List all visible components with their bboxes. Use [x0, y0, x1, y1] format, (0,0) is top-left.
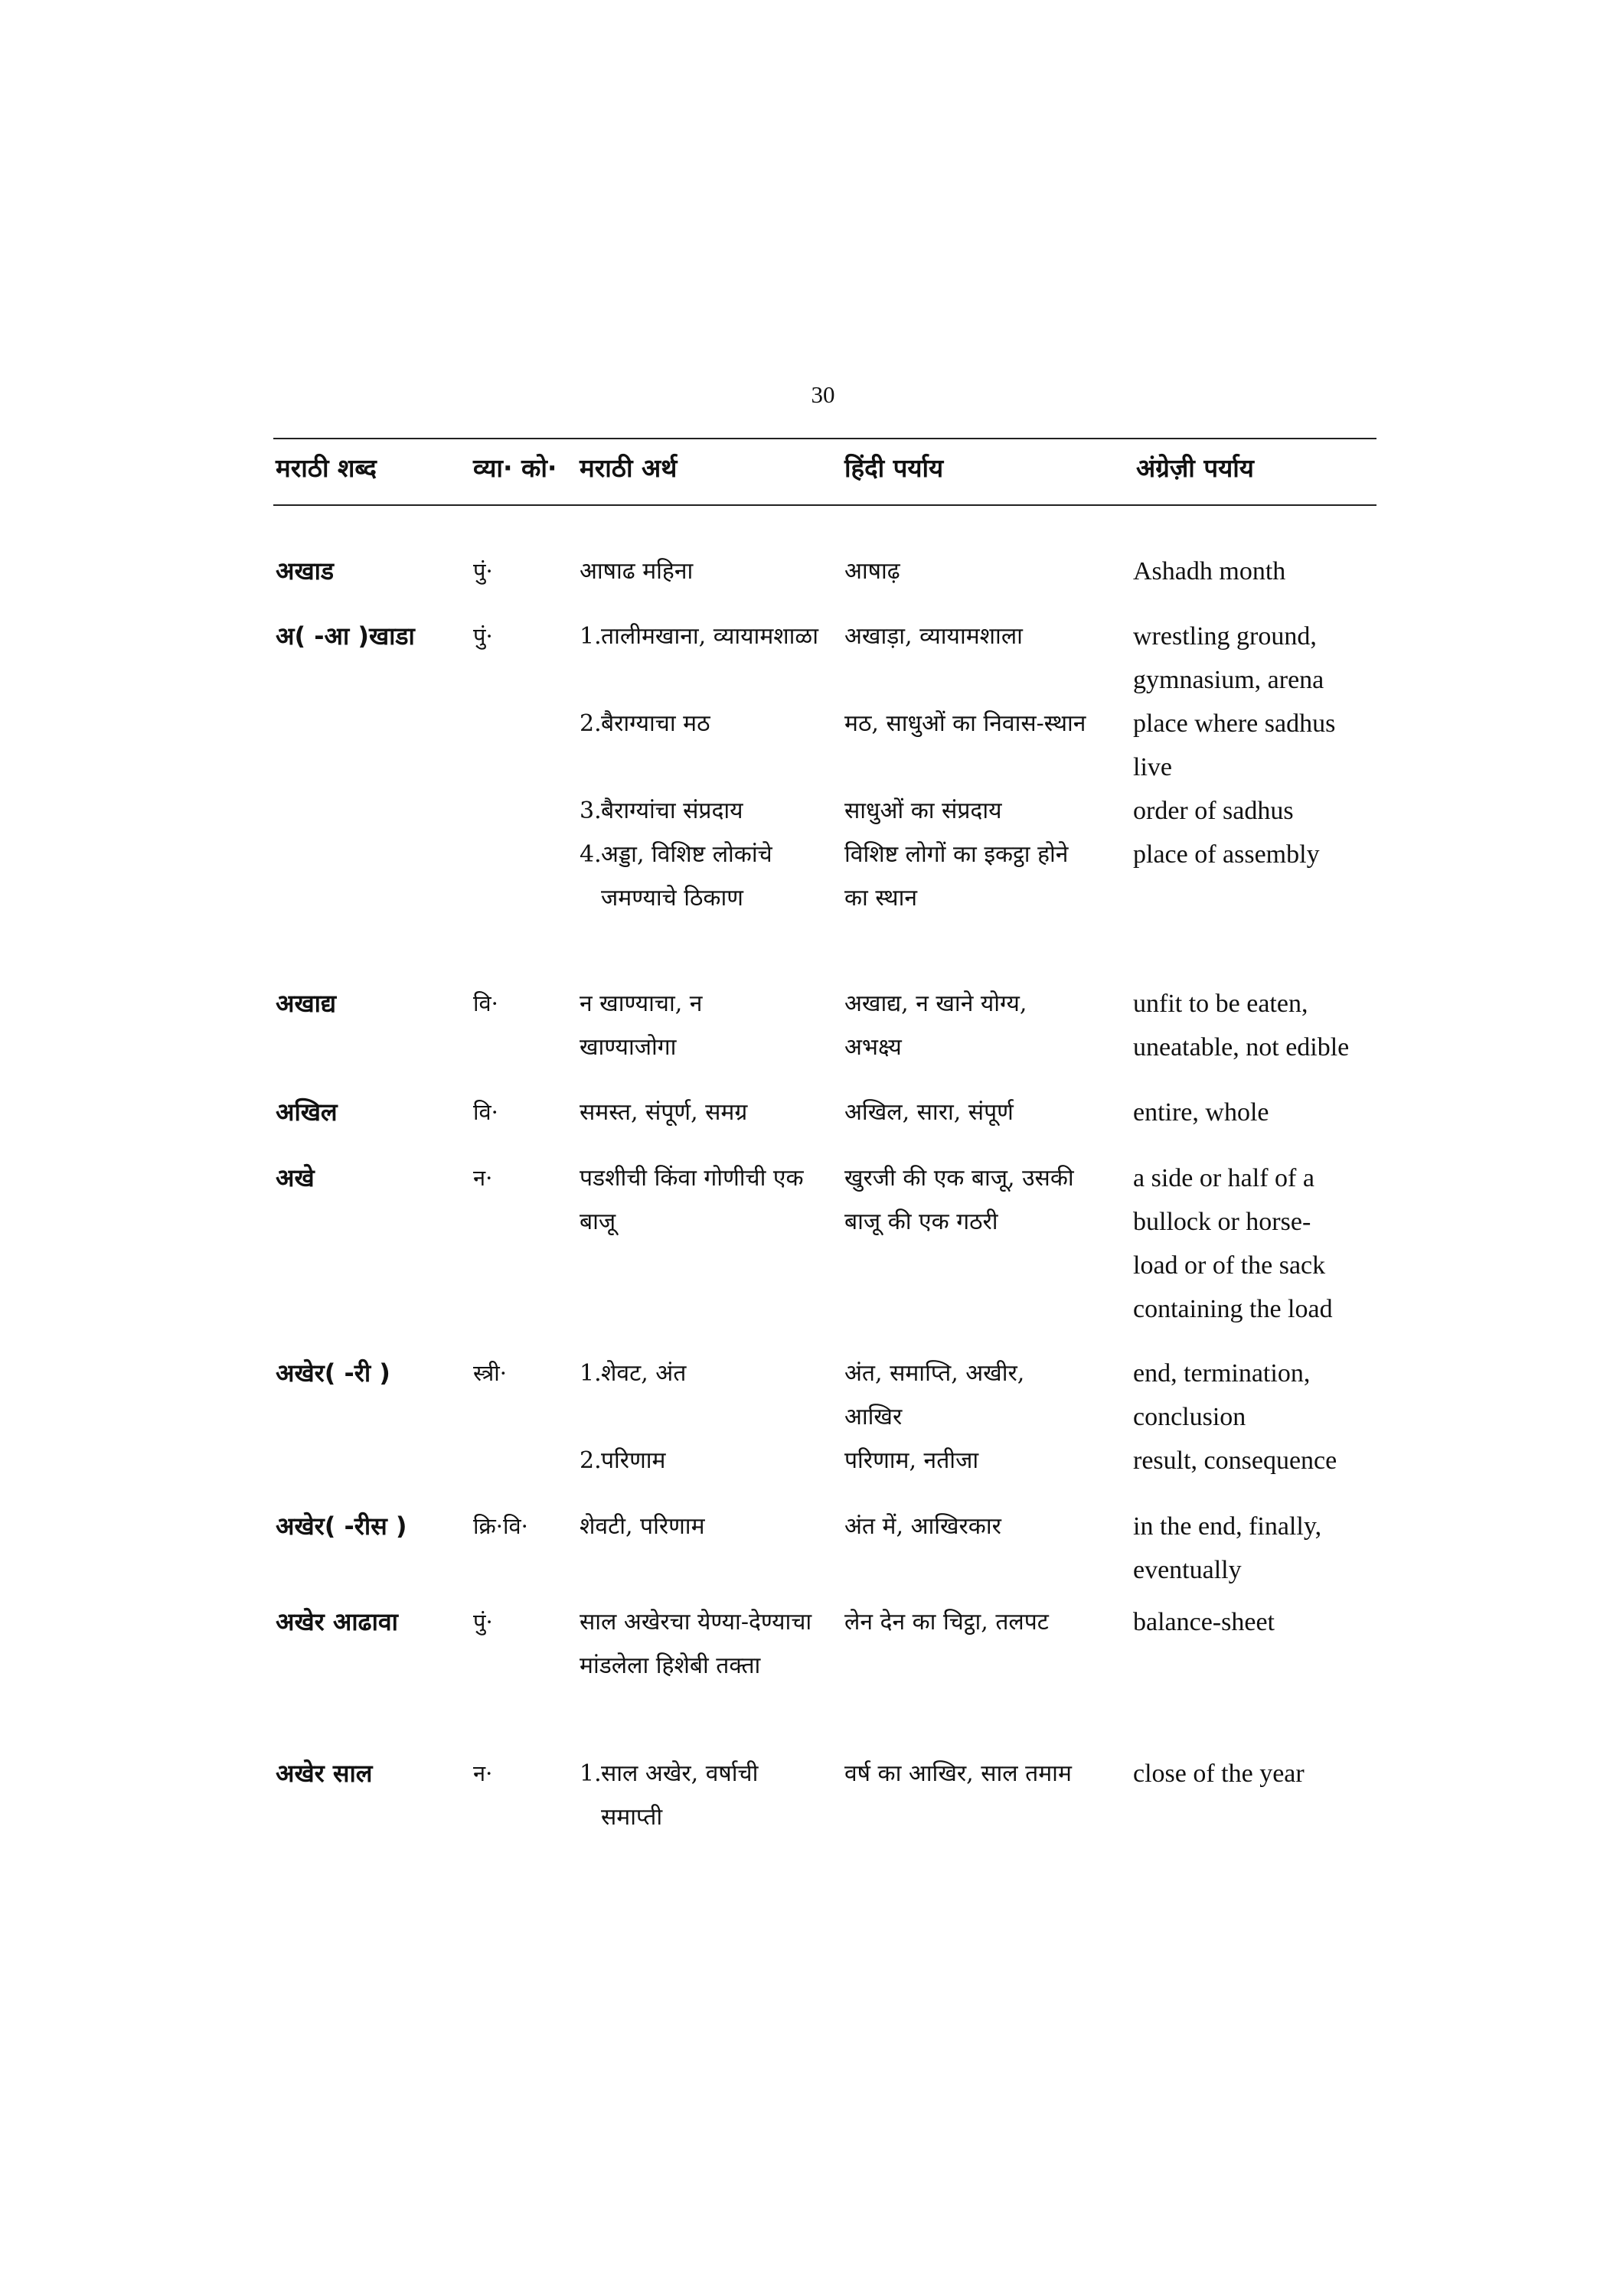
- entry-english-synonym: [1133, 615, 1378, 876]
- english-sense-text: entire, whole: [1133, 1098, 1269, 1127]
- marathi-sense: [580, 789, 832, 833]
- marathi-sense-text: पडशीची किंवा गोणीची एक बाजू: [580, 1165, 804, 1235]
- hindi-sense-text: अंत में, आखिरकार: [844, 1513, 1001, 1540]
- entry-marathi-meaning: [580, 1156, 809, 1244]
- sense-number: 1.: [580, 1360, 602, 1387]
- entry-word: अखेर( -री ): [276, 1358, 390, 1388]
- english-sense-text: in the end, finally, eventually: [1133, 1512, 1322, 1584]
- hindi-sense-text: अखाड़ा, व्यायामशाला: [844, 623, 1023, 650]
- marathi-sense-text: बैराग्यांचा संप्रदाय: [601, 797, 743, 824]
- entry-english-synonym: [1133, 1752, 1378, 1795]
- entry-hindi-synonym: [844, 615, 1120, 920]
- hindi-sense-text: मठ, साधुओं का निवास-स्थान: [844, 710, 1086, 737]
- entry-word: अखिल: [276, 1097, 338, 1127]
- hindi-sense-text: अखाद्य, न खाने योग्य, अभक्ष्य: [844, 990, 1027, 1061]
- entry-marathi-meaning: [580, 1600, 828, 1688]
- marathi-sense: [580, 833, 832, 920]
- header-marathi-meaning: मराठी अर्थ: [580, 453, 678, 483]
- marathi-sense: [580, 702, 832, 789]
- entry-hindi-synonym: [844, 550, 1120, 593]
- header-marathi-word: मराठी शब्द: [276, 453, 377, 483]
- entry-english-synonym: [1133, 982, 1378, 1069]
- marathi-sense-text: समस्त, संपूर्ण, समग्र: [580, 1099, 748, 1126]
- english-sense-text: unfit to be eaten, uneatable, not edible: [1133, 990, 1350, 1062]
- marathi-sense: [580, 1352, 832, 1439]
- entry-marathi-meaning: [580, 1352, 832, 1482]
- sense-number: 4.: [580, 841, 602, 868]
- marathi-sense-text: शेवट, अंत: [601, 1360, 687, 1387]
- entry-marathi-meaning: [580, 982, 771, 1069]
- english-sense-text: end, termination, conclusion: [1133, 1359, 1311, 1431]
- entry-word: अखेर( -रीस ): [276, 1512, 407, 1541]
- marathi-sense-text: परिणाम: [601, 1447, 666, 1474]
- entry-grammar: वि·: [473, 990, 498, 1016]
- entry-grammar: न·: [473, 1165, 493, 1191]
- hindi-sense-text: विशिष्ट लोगों का इकट्ठा होने का स्थान: [844, 841, 1069, 912]
- header-bottom-rule: [273, 504, 1376, 506]
- sense-number: 1.: [580, 623, 602, 650]
- marathi-sense: [580, 1439, 832, 1482]
- marathi-sense-text: न खाण्याचा, न खाण्याजोगा: [580, 990, 703, 1061]
- hindi-sense-text: साधुओं का संप्रदाय: [844, 797, 1002, 824]
- entry-english-synonym: [1133, 1505, 1355, 1592]
- english-sense-text: a side or half of a bullock or horse-load or of the sack containing the load: [1133, 1164, 1333, 1323]
- header-hindi-synonym: हिंदी पर्याय: [844, 453, 944, 483]
- sense-number: 2.: [580, 710, 602, 737]
- entry-hindi-synonym: [844, 1752, 1120, 1795]
- entry-english-synonym: [1133, 1352, 1363, 1482]
- entry-grammar: स्त्री·: [473, 1360, 508, 1386]
- marathi-sense-text: तालीमखाना, व्यायामशाळा: [601, 623, 819, 650]
- english-sense-text: wrestling ground, gymnasium, arena: [1133, 622, 1324, 694]
- entry-english-synonym: [1133, 1600, 1378, 1644]
- entry-hindi-synonym: [844, 1091, 1120, 1134]
- entry-hindi-synonym: [844, 982, 1082, 1069]
- entry-word: अखेर आढावा: [276, 1607, 398, 1636]
- hindi-sense-text: आषाढ़: [844, 558, 900, 585]
- hindi-sense-text: लेन देन का चिट्ठा, तलपट: [844, 1609, 1049, 1636]
- sense-number: 2.: [580, 1447, 602, 1474]
- entry-grammar: पुं·: [473, 1609, 493, 1635]
- marathi-sense-text: अड्डा, विशिष्ट लोकांचे जमण्याचे ठिकाण: [601, 841, 772, 912]
- english-sense-text: Ashadh month: [1133, 557, 1286, 585]
- hindi-sense-text: खुरजी की एक बाजू, उसकी बाजू की एक गठरी: [844, 1165, 1074, 1235]
- header-top-rule: [273, 438, 1376, 439]
- entry-grammar: क्रि·वि·: [473, 1513, 528, 1539]
- entry-grammar: पुं·: [473, 623, 493, 649]
- entry-marathi-meaning: [580, 1091, 832, 1134]
- header-grammar: व्या· को·: [473, 453, 557, 483]
- entry-english-synonym: [1133, 1156, 1355, 1331]
- marathi-sense-text: बैराग्याचा मठ: [601, 710, 710, 737]
- entry-hindi-synonym: [844, 1505, 1120, 1548]
- english-sense-text: order of sadhus: [1133, 797, 1294, 825]
- entry-hindi-synonym: [844, 1352, 1074, 1482]
- entry-word: अखेर साल: [276, 1759, 373, 1788]
- entry-grammar: पुं·: [473, 558, 493, 584]
- marathi-sense-text: शेवटी, परिणाम: [580, 1513, 705, 1540]
- english-sense-text: balance-sheet: [1133, 1608, 1275, 1636]
- header-english-synonym: अंग्रेज़ी पर्याय: [1136, 453, 1254, 483]
- entry-word: अ( -आ )खाडा: [276, 621, 415, 651]
- entry-word: अखे: [276, 1163, 315, 1192]
- entry-hindi-synonym: [844, 1156, 1109, 1244]
- sense-number: 3.: [580, 797, 602, 824]
- hindi-sense-text: अखिल, सारा, संपूर्ण: [844, 1099, 1014, 1126]
- entry-marathi-meaning: [580, 1505, 832, 1548]
- entry-word: अखाड: [276, 556, 335, 585]
- entry-grammar: वि·: [473, 1099, 498, 1125]
- entry-marathi-meaning: [580, 615, 832, 920]
- page-number: 30: [811, 381, 835, 408]
- hindi-sense-text: वर्ष का आखिर, साल तमाम: [844, 1760, 1072, 1787]
- hindi-sense-text: अंत, समाप्ति, अखीर, आखिर: [844, 1360, 1025, 1430]
- entry-word: अखाद्य: [276, 989, 337, 1018]
- english-sense-text: place of assembly: [1133, 840, 1320, 869]
- english-sense-text: place where sadhus live: [1133, 709, 1336, 781]
- entry-grammar: न·: [473, 1760, 493, 1786]
- english-sense-text: result, consequence: [1133, 1446, 1337, 1475]
- marathi-sense-text: साल अखेरचा येण्या-देण्याचा मांडलेला हिशेबी तक्ता: [580, 1609, 812, 1679]
- table-header: [0, 450, 1623, 488]
- entry-marathi-meaning: [580, 1752, 832, 1839]
- hindi-sense-text: परिणाम, नतीजा: [844, 1447, 979, 1474]
- marathi-sense: [580, 615, 832, 702]
- entry-english-synonym: [1133, 550, 1378, 593]
- marathi-sense: [580, 1752, 832, 1839]
- sense-number: 1.: [580, 1760, 602, 1787]
- english-sense-text: close of the year: [1133, 1760, 1305, 1788]
- marathi-sense-text: साल अखेर, वर्षाची समाप्ती: [601, 1760, 759, 1831]
- entry-marathi-meaning: [580, 550, 832, 593]
- entry-hindi-synonym: [844, 1600, 1120, 1644]
- marathi-sense-text: आषाढ महिना: [580, 558, 694, 585]
- entry-english-synonym: [1133, 1091, 1378, 1134]
